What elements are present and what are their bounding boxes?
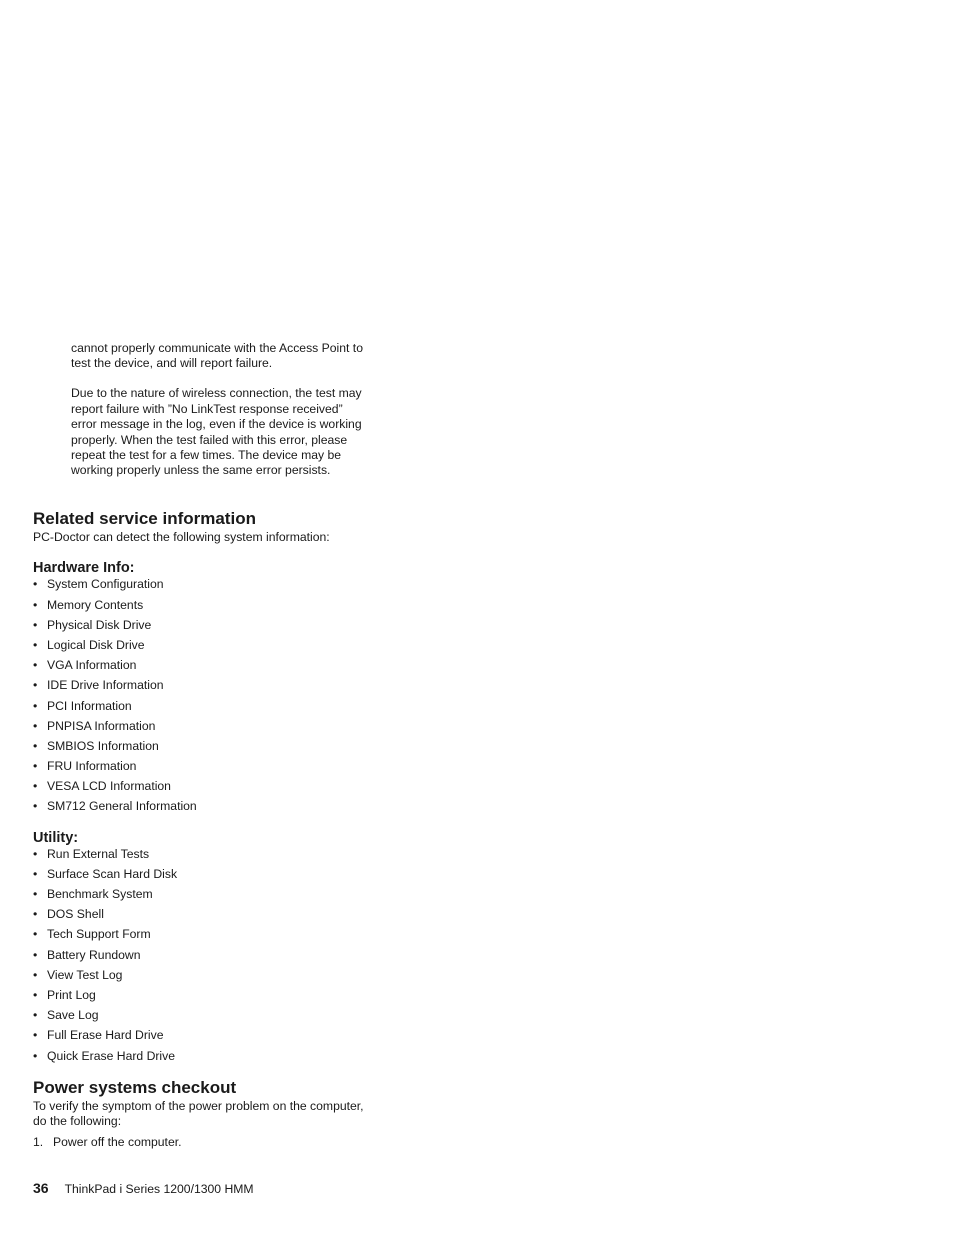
list-item: [33, 759, 373, 779]
bullet-icon: •: [33, 617, 38, 632]
section-title-related: Related service information: [33, 509, 256, 528]
list-item-label: SM712 General Information: [47, 799, 197, 814]
list-item-label: Run External Tests: [47, 846, 150, 861]
list-item-label: Battery Rundown: [47, 947, 141, 962]
list-item: [33, 678, 373, 698]
list-item-label: DOS Shell: [47, 907, 104, 922]
list-item-label: Print Log: [47, 987, 96, 1002]
bullet-icon: •: [33, 678, 38, 693]
continuation-paragraph: cannot properly communicate with the Access Point to test the device, and will report failure.: [71, 341, 363, 371]
page-footer: [33, 1180, 254, 1197]
list-item-label: PCI Information: [47, 698, 132, 713]
list-item-label: Quick Erase Hard Drive: [47, 1048, 176, 1063]
main-column: [33, 508, 373, 1150]
list-item-label: View Test Log: [47, 967, 123, 982]
list-item: [33, 739, 373, 759]
bullet-icon: •: [33, 1008, 38, 1023]
list-item-label: Save Log: [47, 1008, 99, 1023]
bullet-icon: •: [33, 759, 38, 774]
bullet-icon: •: [33, 947, 38, 962]
list-item: [33, 927, 373, 947]
bullet-icon: •: [33, 799, 38, 814]
list-item: [33, 699, 373, 719]
list-item: [33, 719, 373, 739]
list-item-label: Full Erase Hard Drive: [47, 1028, 164, 1043]
bullet-icon: •: [33, 738, 38, 753]
list-item-label: Logical Disk Drive: [47, 637, 145, 652]
bullet-icon: •: [33, 846, 38, 861]
bullet-icon: •: [33, 866, 38, 881]
subsection-title-hardware: Hardware Info:: [33, 560, 135, 577]
list-item: [33, 887, 373, 907]
list-item: [33, 948, 373, 968]
list-item: [33, 867, 373, 887]
list-item: [33, 1008, 373, 1028]
bullet-icon: •: [33, 1028, 38, 1043]
list-item: [33, 988, 373, 1008]
related-intro: PC-Doctor can detect the following system information:: [33, 530, 330, 544]
continuation-paragraph: Due to the nature of wireless connection, the test may report failure with ”No LinkTest response received” error message in the log, even if the device is working properly. When the test failed with this error, please repeat the test for a few times. The device may be working properly unless the same error persists.: [71, 386, 362, 478]
list-item: [33, 598, 373, 618]
list-item: [33, 779, 373, 799]
page-number: 36: [33, 1180, 49, 1196]
bullet-icon: •: [33, 718, 38, 733]
list-item: [33, 1049, 373, 1069]
subsection-title-utility: Utility:: [33, 829, 79, 846]
list-item-label: SMBIOS Information: [47, 738, 159, 753]
utility-list: [33, 847, 373, 1069]
list-item-label: FRU Information: [47, 759, 137, 774]
list-item: [33, 638, 373, 658]
hardware-list: [33, 577, 373, 819]
list-item: [33, 799, 373, 819]
list-item-label: Benchmark System: [47, 887, 153, 902]
list-item-label: System Configuration: [47, 577, 164, 592]
list-item-label: Tech Support Form: [47, 927, 151, 942]
list-item: [33, 577, 373, 597]
bullet-icon: •: [33, 907, 38, 922]
bullet-icon: •: [33, 698, 38, 713]
list-item: [33, 847, 373, 867]
bullet-icon: •: [33, 967, 38, 982]
list-item-label: VESA LCD Information: [47, 779, 171, 794]
bullet-icon: •: [33, 658, 38, 673]
book-title: ThinkPad i Series 1200/1300 HMM: [64, 1182, 254, 1196]
list-item-label: Memory Contents: [47, 597, 144, 612]
list-item: [33, 907, 373, 927]
list-item: [33, 618, 373, 638]
bullet-icon: •: [33, 577, 38, 592]
bullet-icon: •: [33, 887, 38, 902]
bullet-icon: •: [33, 927, 38, 942]
step-text: Power off the computer.: [53, 1134, 182, 1149]
step-number: 1.: [33, 1134, 44, 1149]
list-item-label: Physical Disk Drive: [47, 617, 152, 632]
list-item-label: VGA Information: [47, 658, 137, 673]
bullet-icon: •: [33, 637, 38, 652]
list-item: [33, 968, 373, 988]
list-item: [33, 658, 373, 678]
list-item-label: Surface Scan Hard Disk: [47, 866, 178, 881]
list-item-label: IDE Drive Information: [47, 678, 164, 693]
list-item: [33, 1028, 373, 1048]
power-steps: [33, 1135, 373, 1150]
bullet-icon: •: [33, 1048, 38, 1063]
power-intro: To verify the symptom of the power problem on the computer, do the following:: [33, 1098, 364, 1129]
continuation-text: [71, 341, 371, 493]
section-title-power: Power systems checkout: [33, 1077, 237, 1097]
bullet-icon: •: [33, 597, 38, 612]
step-item: [33, 1135, 373, 1150]
bullet-icon: •: [33, 779, 38, 794]
list-item-label: PNPISA Information: [47, 718, 156, 733]
bullet-icon: •: [33, 987, 38, 1002]
